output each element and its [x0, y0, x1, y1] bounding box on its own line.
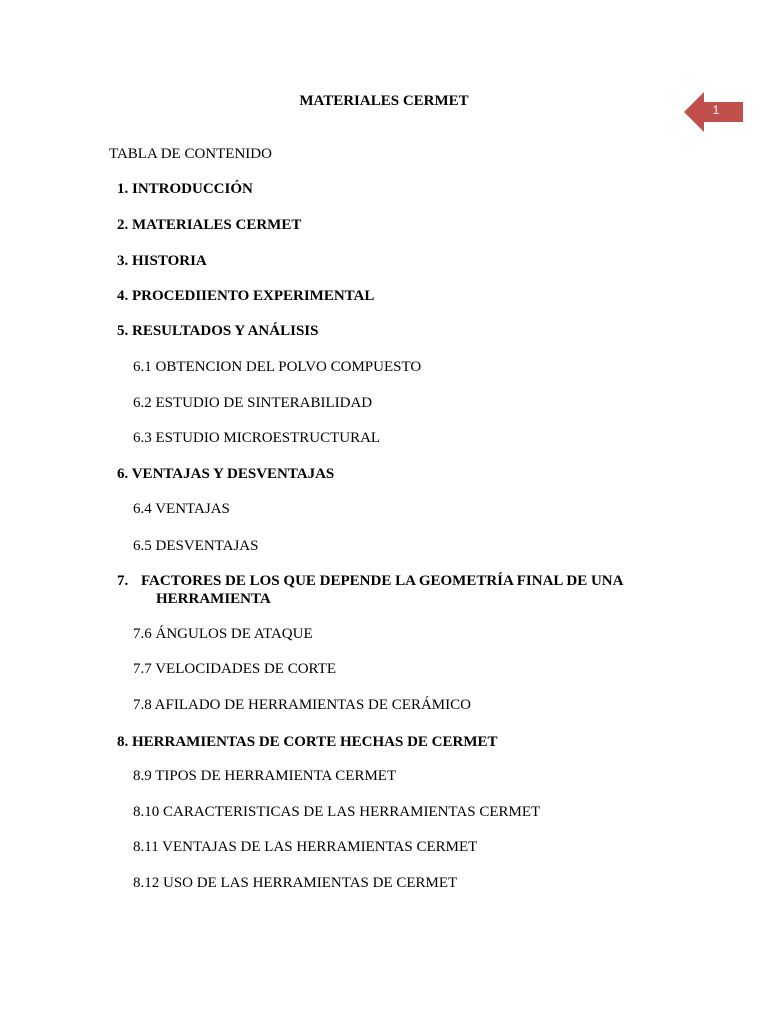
toc-subentry: 7.8 AFILADO DE HERRAMIENTAS DE CERÁMICO: [133, 697, 471, 713]
toc-subentry: 8.12 USO DE LAS HERRAMIENTAS DE CERMET: [133, 875, 458, 891]
page-number-badge: [684, 92, 744, 132]
toc-heading: TABLA DE CONTENIDO: [109, 146, 272, 162]
document-title: MATERIALES CERMET: [299, 93, 469, 109]
toc-entry: 8. HERRAMIENTAS DE CORTE HECHAS DE CERMET: [117, 734, 498, 750]
toc-entry: 3. HISTORIA: [117, 253, 207, 269]
toc-entry-multiline: [117, 572, 677, 608]
toc-subentry: 7.7 VELOCIDADES DE CORTE: [133, 661, 336, 677]
page-number: 1: [712, 103, 720, 117]
toc-subentry: 6.3 ESTUDIO MICROESTRUCTURAL: [133, 430, 381, 446]
toc-entry-continuation: HERRAMIENTA: [156, 591, 271, 607]
toc-entry-text: FACTORES DE LOS QUE DEPENDE LA GEOMETRÍA FINAL DE UNA: [141, 573, 624, 589]
toc-entry: 2. MATERIALES CERMET: [117, 217, 302, 233]
toc-subentry: 8.10 CARACTERISTICAS DE LAS HERRAMIENTAS CERMET: [133, 804, 541, 820]
toc-entry-number: 7.: [117, 573, 129, 589]
toc-subentry: 6.4 VENTAJAS: [133, 501, 230, 517]
toc-subentry: 7.6 ÁNGULOS DE ATAQUE: [133, 626, 313, 642]
toc-subentry: 6.2 ESTUDIO DE SINTERABILIDAD: [133, 395, 373, 411]
toc-subentry: 8.11 VENTAJAS DE LAS HERRAMIENTAS CERMET: [133, 839, 478, 855]
toc-subentry: 6.1 OBTENCION DEL POLVO COMPUESTO: [133, 359, 422, 375]
toc-entry: 1. INTRODUCCIÓN: [117, 181, 253, 197]
toc-entry: 6. VENTAJAS Y DESVENTAJAS: [117, 466, 335, 482]
toc-entry: 4. PROCEDIIENTO EXPERIMENTAL: [117, 288, 375, 304]
toc-entry: 5. RESULTADOS Y ANÁLISIS: [117, 323, 319, 339]
toc-subentry: 8.9 TIPOS DE HERRAMIENTA CERMET: [133, 768, 397, 784]
toc-subentry: 6.5 DESVENTAJAS: [133, 538, 259, 554]
